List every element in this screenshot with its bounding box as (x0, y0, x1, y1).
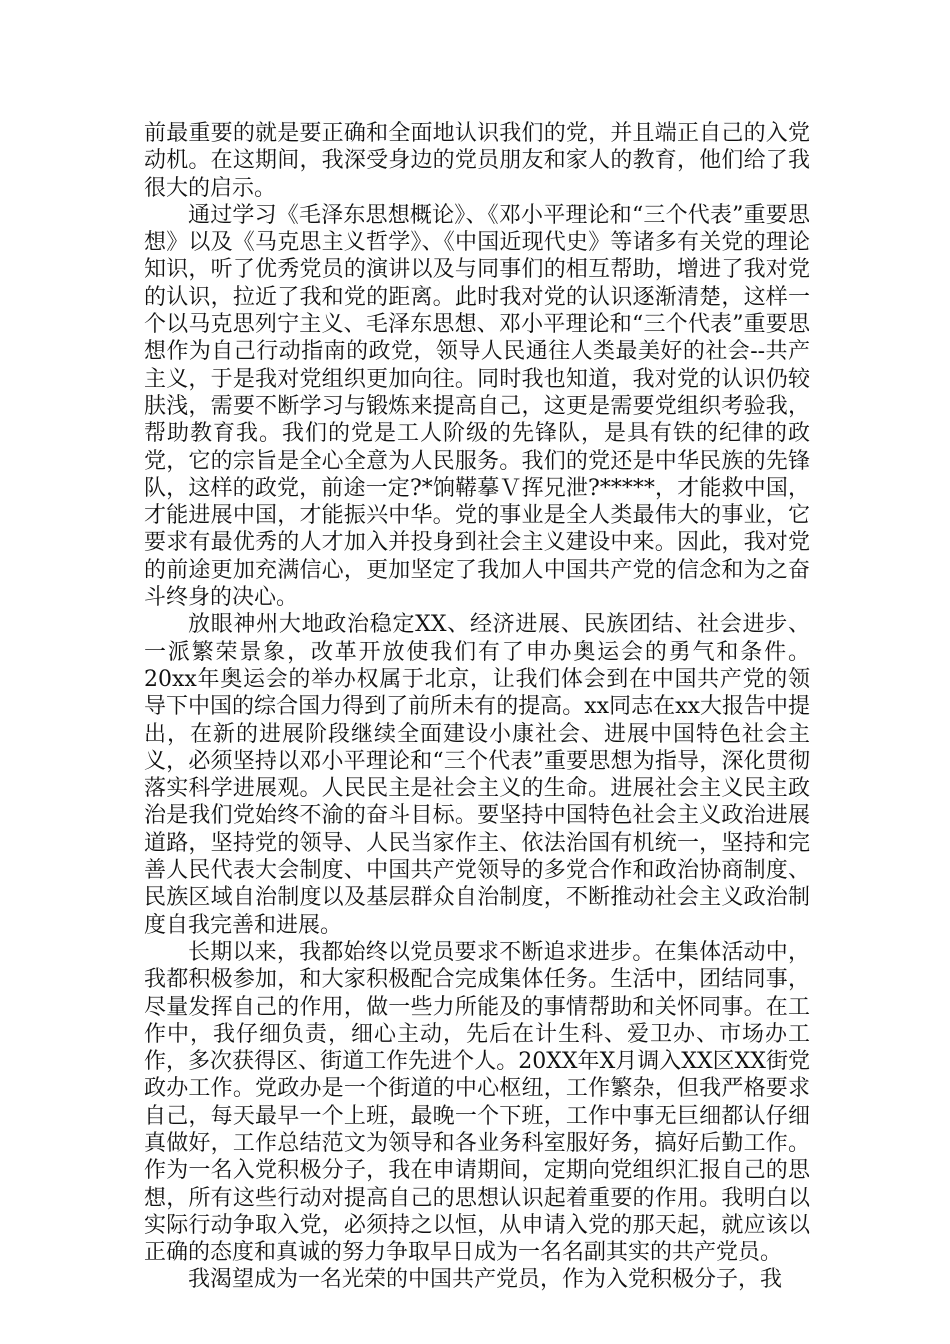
paragraph-4: 长期以来，我都始终以党员要求不断追求进步。在集体活动中，我都积极参加，和大家积极配合完成集体任务。生活中，团结同事，尽量发挥自己的作用，做一些力所能及的事情帮助和关怀同事。在工作中，我仔细负责，细心主动，先后在计生科、爱卫办、市场办工作，多次获得区、街道工作先进个人。20XX年X月调入XX区XX街党政办工作。党政办是一个街道的中心枢纽，工作繁杂，但我严格要求自己，每天最早一个上班，最晚一个下班，工作中事无巨细都认仔细真做好，工作总结范文为领导和各业务科室服好务，搞好后勤工作。作为一名入党积极分子，我在申请期间，定期向党组织汇报自己的思想，所有这些行动对提高自己的思想认识起着重要的作用。我明白以实际行动争取入党，必须持之以恒，从申请入党的那天起，就应该以正确的态度和真诚的努力争取早日成为一名名副其实的共产党员。 (144, 939, 810, 1266)
paragraph-5: 我渴望成为一名光荣的中国共产党员，作为入党积极分子，我 (188, 1267, 783, 1293)
paragraph-2: 通过学习《毛泽东思想概论》、《邓小平理论和“三个代表”重要思想》以及《马克思主义哲学》、《中国近现代史》等诸多有关党的理论知识，听了优秀党员的演讲以及与同事们的相互帮助，增进了我对党的认识，拉近了我和党的距离。此时我对党的认识逐渐清楚，这样一个以马克思列宁主义、毛泽东思想、邓小平理论和“三个代表”重要思想作为自己行动指南的政党，领导人民通往人类最美好的社会--共产主义，于是我对党组织更加向往。同时我也知道，我对党的认识仍较肤浅，需要不断学习与锻炼来提高自己，这更是需要党组织考验我，帮助教育我。我们的党是工人阶级的先锋队，是具有铁的纪律的政党，它的宗旨是全心全意为人民服务。我们的党还是中华民族的先锋队，这样的政党，前途一定?*饷鞯摹Ｖ挥兄泄?*****，才能救中国，才能进展中国，才能振兴中华。党的事业是全人类最伟大的事业，它要求有最优秀的人才加入并投身到社会主义建设中来。因此，我对党的前途更加充满信心，更加坚定了我加人中国共产党的信念和为之奋斗终身的决心。 (144, 202, 810, 611)
document-page (144, 120, 810, 1294)
paragraph-1: 前最重要的就是要正确和全面地认识我们的党，并且端正自己的入党动机。在这期间，我深受身边的党员朋友和家人的教育，他们给了我很大的启示。 (144, 121, 810, 201)
paragraph-3: 放眼神州大地政治稳定XX、经济进展、民族团结、社会进步、一派繁荣景象，改革开放使我们有了申办奥运会的勇气和条件。20xx年奥运会的举办权属于北京，让我们体会到在中国共产党的领导下中国的综合国力得到了前所未有的提高。xx同志在xx大报告中提出，在新的进展阶段继续全面建设小康社会、进展中国特色社会主义，必须坚持以邓小平理论和“三个代表”重要思想为指导，深化贯彻落实科学进展观。人民民主是社会主义的生命。进展社会主义民主政治是我们党始终不渝的奋斗目标。要坚持中国特色社会主义政治进展道路，坚持党的领导、人民当家作主、依法治国有机统一，坚持和完善人民代表大会制度、中国共产党领导的多党合作和政治协商制度、民族区域自治制度以及基层群众自治制度，不断推动社会主义政治制度自我完善和进展。 (144, 612, 810, 938)
